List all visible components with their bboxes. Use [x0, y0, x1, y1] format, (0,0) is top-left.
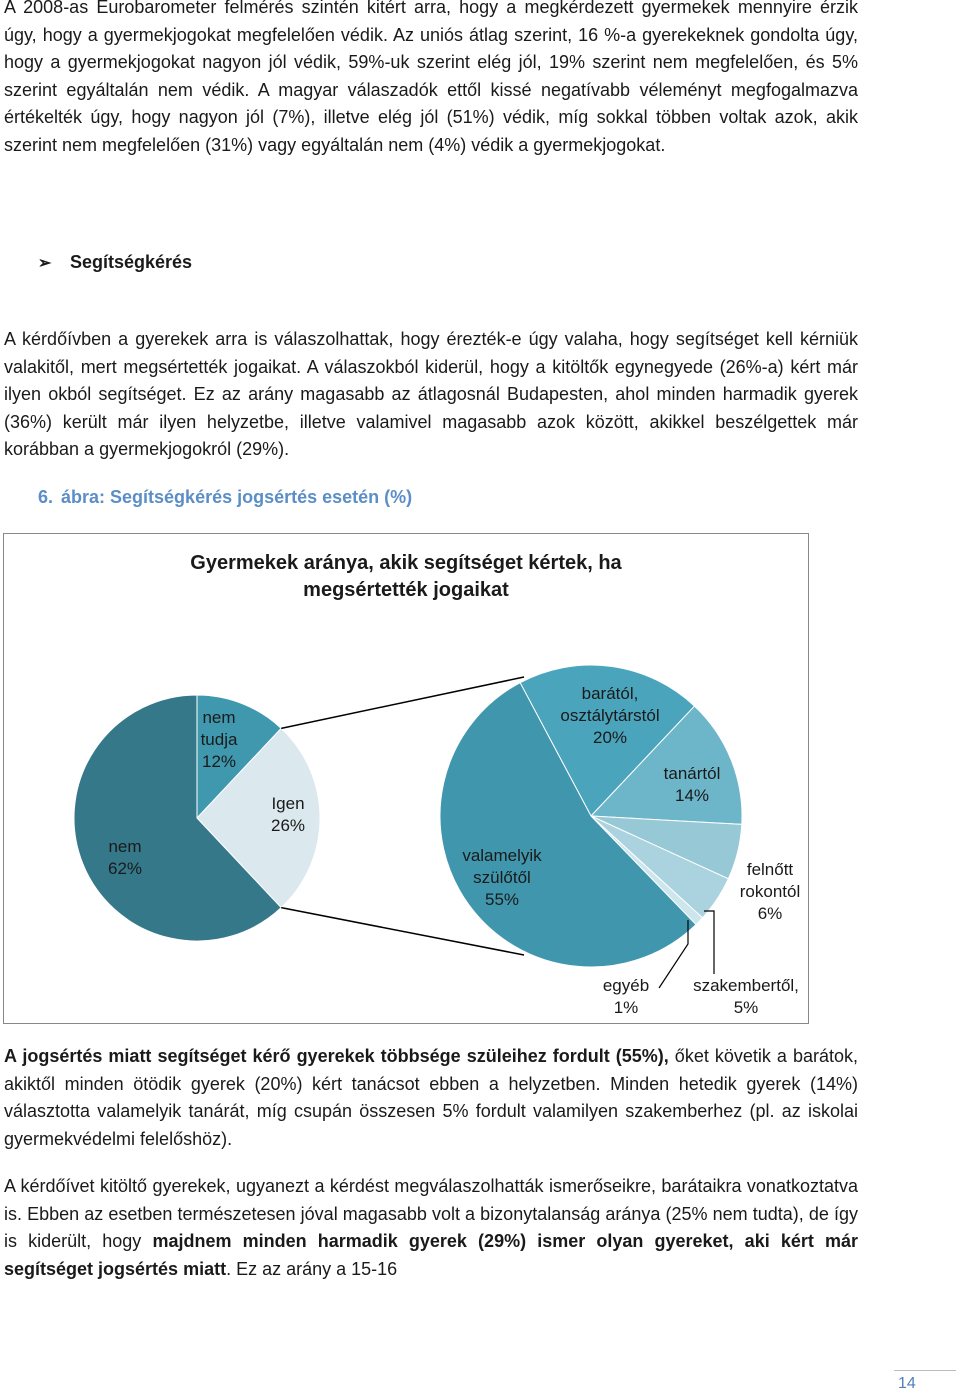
paragraph-eurobarometer: A 2008-as Eurobarometer felmérés szintén kitért arra, hogy a megkérdezett gyermekek mennyire érzik úgy, hogy a gyermekjogokat megfelelően védik. Az uniós átlag szerint, 16 %-a gyerekeknek gondolta úgy, hogy a gyermekjogokat nagyon jól védik, 59%-uk szerint elég jól, 19% szerint nem megfelelően, és 5% szerint egyáltalán nem védik. A magyar válaszadók ettől kissé negatívabb véleményt megfogalmazva értékelték úgy, hogy nagyon jól (7%), illetve elég jól (51%) védik, míg sokkal többen voltak azok, akik szerint nem megfelelően (31%) vagy egyáltalán nem (4%) védik a gyermekjogokat.	[4, 0, 858, 155]
label-igen: Igen 26%	[270, 794, 306, 835]
paragraph-friends-end: . Ez az arány a 15-16	[226, 1258, 398, 1279]
label-rokon: felnőtt rokontól 6%	[739, 860, 801, 923]
paragraph-results-bold: A jogsértés miatt segítséget kérő gyerekek többsége szüleihez fordult (55%),	[4, 1046, 669, 1066]
section-heading-text: Segítségkérés	[70, 252, 193, 272]
paragraph-friends-start: A kérdőívet kitöltő gyerekek, ugyanezt a kérdést megválaszolhatták ismerőseikre, barátaikra vonatkoztatva is. Ebben az esetben természetesen jóval magasabb volt a bizonytalanság aránya (25% nem tudta), de így is kiderült, hogy	[4, 1176, 858, 1251]
chart-title-text: Gyermekek aránya, akik segítséget kértek, ha megsértették jogaikat	[190, 552, 622, 601]
paragraph-results	[4, 1043, 858, 1153]
leader-line-szakember	[704, 911, 714, 974]
label-szakember: szakembertől, 5%	[693, 976, 799, 1017]
paragraph-help-seeking: A kérdőívben a gyerekek arra is válaszolhattak, hogy érezték-e úgy valaha, hogy segítséget kell kérniük valakitől, mert megsértették jogaikat. A válaszokból kiderül, hogy a kitöltők egynegyede (26%-a) kért már ilyen okból segítséget. Ez az arány magasabb az átlagosnál Budapesten, ahol minden harmadik gyerek (36%) került már ilyen helyzetbe, illetve valamivel magasabb azok között, akikkel beszélgettek már korábban a gyermekjogokról (29%).	[4, 329, 858, 459]
label-nem-tudja: nem tudja 12%	[200, 708, 238, 771]
page-number: 14	[898, 1375, 916, 1392]
figure-caption-text: ábra: Segítségkérés jogsértés esetén (%)	[61, 487, 413, 507]
paragraph-friends	[4, 1173, 858, 1283]
figure-caption	[38, 487, 412, 508]
label-barat: barától, osztálytárstól 20%	[560, 684, 660, 747]
section-heading	[38, 252, 192, 273]
pie-chart	[4, 534, 808, 1023]
arrow-bullet-icon: ➢	[38, 254, 52, 272]
figure-number: 6.	[38, 487, 54, 507]
label-nem: nem 62%	[107, 837, 143, 878]
paragraph-results-rest: őket követik a barátok, akiktől minden ötödik gyerek (20%) kért tanácsot ebben a helyzetben. Minden hetedik gyerek (14%) választotta valamelyik tanárát, míg csupán összesen 5% fordult valamilyen szakemberhez (pl. az iskolai gyermekvédelmi felelőshöz).	[4, 1046, 858, 1149]
label-szulo: valamelyik szülőtől 55%	[462, 846, 542, 909]
page-number-rule	[894, 1370, 956, 1371]
chart-frame	[3, 533, 809, 1024]
label-egyeb: egyéb 1%	[602, 976, 650, 1017]
label-tanar: tanártól 14%	[663, 764, 721, 805]
paragraph-friends-bold: majdnem minden harmadik gyerek (29%) ismer olyan gyereket, aki kért már segítséget jogsértés miatt	[4, 1231, 858, 1279]
